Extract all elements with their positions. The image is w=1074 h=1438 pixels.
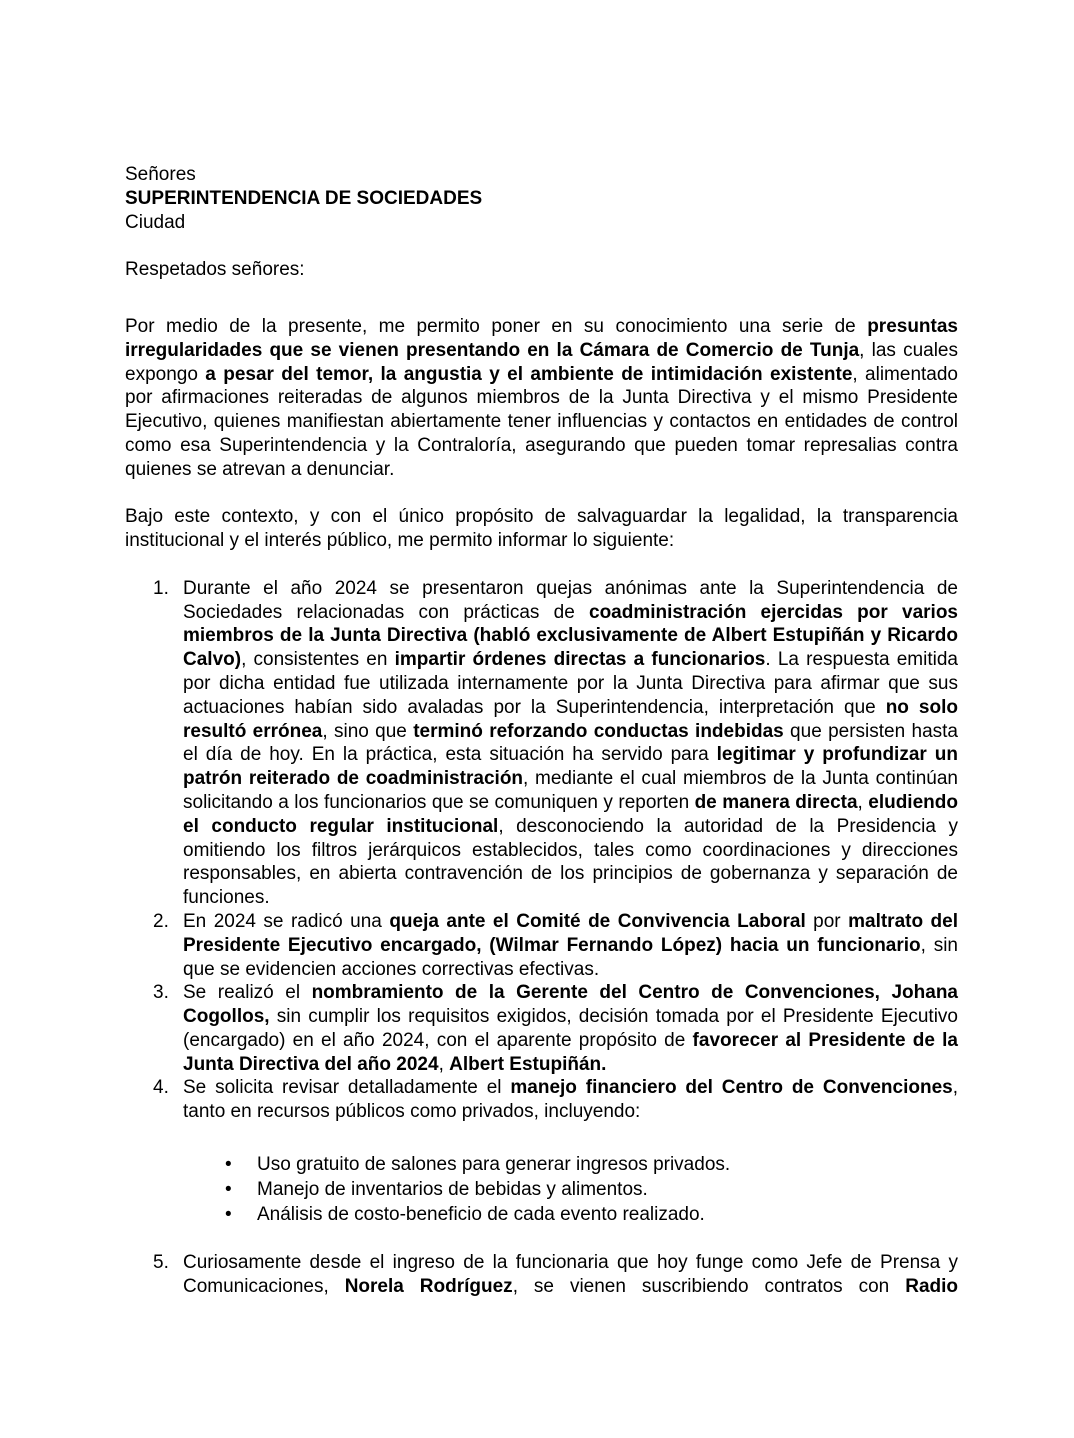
text-run: , sino que (322, 720, 414, 742)
spacer (125, 1227, 958, 1251)
recipient-city: Ciudad (125, 211, 186, 233)
greeting: Respetados señores: (125, 259, 305, 281)
numbered-item-4 (125, 1076, 958, 1124)
text-run: Durante el año 2024 se presentaron quejas anónimas ante la Superintendencia de Sociedades relacionadas con prácticas de (183, 577, 958, 623)
text-run: Análisis de costo-beneficio de cada evento realizado. (257, 1204, 705, 1226)
text-run: , (438, 1053, 450, 1075)
bold-text-run: queja ante el Comité de Convivencia Laboral (389, 910, 806, 932)
bold-text-run: no solo resultó errónea (183, 696, 958, 742)
item-number-4: 4. (153, 1077, 169, 1099)
bold-text-run: manejo financiero del Centro de Convenciones (510, 1077, 953, 1099)
item-number-3: 3. (153, 982, 169, 1004)
bold-text-run: terminó reforzando conductas indebidas (413, 720, 784, 742)
numbered-item-5 (125, 1251, 958, 1299)
recipient-salutation: Señores (125, 164, 196, 185)
numbered-item-2 (125, 910, 958, 981)
bold-text-run: favorecer al Presidente de la Junta Directiva del año 2024 (183, 1029, 958, 1075)
bullet-item-2 (125, 1177, 958, 1202)
text-run: Uso gratuito de salones para generar ingresos privados. (257, 1154, 731, 1176)
bold-text-run: Norela Rodríguez (344, 1275, 513, 1297)
item-text-4 (183, 1077, 958, 1122)
recipient-block (125, 163, 958, 234)
text-run: por (805, 910, 849, 932)
bold-text-run: presuntas irregularidades que se vienen presentando en la Cámara de Comercio de Tunja (125, 315, 958, 361)
text-run: , las cuales expongo (125, 339, 958, 385)
text-run: sin cumplir los requisitos exigidos, decisión tomada por el Presidente Ejecutivo (encargado) en el año 2024, con el aparente propósito de (183, 1006, 958, 1051)
item-text-3 (183, 982, 958, 1074)
bullet-icon: • (225, 1204, 232, 1226)
bold-text-run: a pesar del temor, la angustia y el ambiente de intimidación existente (205, 363, 853, 385)
text-run: Bajo este contexto, y con el único propósito de salvaguardar la legalidad, la transparencia institucional y el interés público, me permito informar lo siguiente: (125, 506, 958, 552)
text-run: , tanto en recursos públicos como privados, incluyendo: (183, 1077, 959, 1123)
text-run: , consistentes en (241, 649, 395, 671)
bold-text-run: de manera directa (694, 791, 858, 813)
text-run: , (857, 791, 869, 813)
text-run: Por medio de la presente, me permito poner en su conocimiento una serie de (125, 315, 868, 337)
text-run: Manejo de inventarios de bebidas y alimentos. (257, 1179, 648, 1201)
item-text-5 (183, 1252, 958, 1297)
spacer (125, 482, 958, 506)
spacer (125, 282, 958, 315)
text-run: , desconociendo la autoridad de la Presidencia y omitiendo los filtros jerárquicos establecidos, tales como coordinaciones y direcciones responsables, en abierta contravención de los principios de gobernanza y separación de funciones. (183, 815, 958, 909)
bullet-item-3 (125, 1202, 958, 1227)
bullet-text-2 (257, 1179, 648, 1200)
text-run: , alimentado por afirmaciones reiteradas de algunos miembros de la Junta Directiva y el mismo Presidente Ejecutivo, quienes manifiestan abiertamente tener influencias y contactos en entidades de control como esa Superintendencia y la Contraloría, asegurando que pueden tomar represalias contra quienes se atrevan a denunciar. (125, 363, 958, 480)
item-number-1: 1. (153, 577, 169, 599)
recipient-entity: SUPERINTENDENCIA DE SOCIEDADES (125, 187, 483, 209)
spacer (125, 1124, 958, 1152)
text-run: , mediante el cual miembros de la Junta continúan solicitando a los funcionarios que se comuniquen y reporten (183, 768, 958, 813)
bold-text-run: nombramiento de la Gerente del Centro de Convenciones, Johana Cogollos, (183, 982, 958, 1028)
text-run: que persisten hasta el día de hoy. En la práctica, esta situación ha servido para (183, 720, 958, 766)
numbered-item-1 (125, 577, 958, 910)
bold-text-run: impartir órdenes directas a funcionarios (394, 649, 766, 671)
item-number-2: 2. (153, 910, 169, 932)
text-run: Se solicita revisar detalladamente el (183, 1077, 511, 1099)
bullet-icon: • (225, 1154, 232, 1176)
text-run: , se vienen suscribiendo contratos con (512, 1275, 906, 1297)
text-run: En 2024 se radicó una (183, 910, 390, 932)
paragraph-intro (125, 315, 958, 482)
item-number-5: 5. (153, 1251, 169, 1273)
item-text-2 (183, 911, 958, 980)
bullet-item-1 (125, 1152, 958, 1177)
text-run: , sin que se evidencien acciones correctivas efectivas. (183, 934, 958, 980)
bold-text-run: eludiendo el conducto regular institucional (183, 791, 958, 837)
bullet-icon: • (225, 1179, 232, 1201)
bold-text-run: Albert Estupiñán. (449, 1053, 607, 1075)
spacer (125, 234, 958, 258)
bullet-text-3 (257, 1204, 705, 1225)
paragraph-context (125, 505, 958, 553)
bold-text-run: coadministración ejercidas por varios miembros de la Junta Directiva (habló exclusivamente de Albert Estupiñán y Ricardo Calvo) (183, 601, 958, 671)
spacer (125, 553, 958, 577)
bold-text-run: Radio (905, 1275, 958, 1297)
text-run: Curiosamente desde el ingreso de la funcionaria que hoy funge como Jefe de Prensa y Comunicaciones, (183, 1251, 958, 1297)
numbered-item-3 (125, 981, 958, 1076)
item-text-1 (183, 578, 958, 908)
text-run: . La respuesta emitida por dicha entidad fue utilizada internamente por la Junta Directiva para afirmar que sus actuaciones habían sido avaladas por la Superintendencia, interpretación que (183, 649, 958, 718)
bullet-text-1 (257, 1154, 730, 1175)
bold-text-run: legitimar y profundizar un patrón reiterado de coadministración (183, 744, 958, 790)
bold-text-run: maltrato del Presidente Ejecutivo encargado, (Wilmar Fernando López) hacia un funcionario (183, 910, 958, 956)
text-run: Se realizó el (183, 982, 312, 1004)
